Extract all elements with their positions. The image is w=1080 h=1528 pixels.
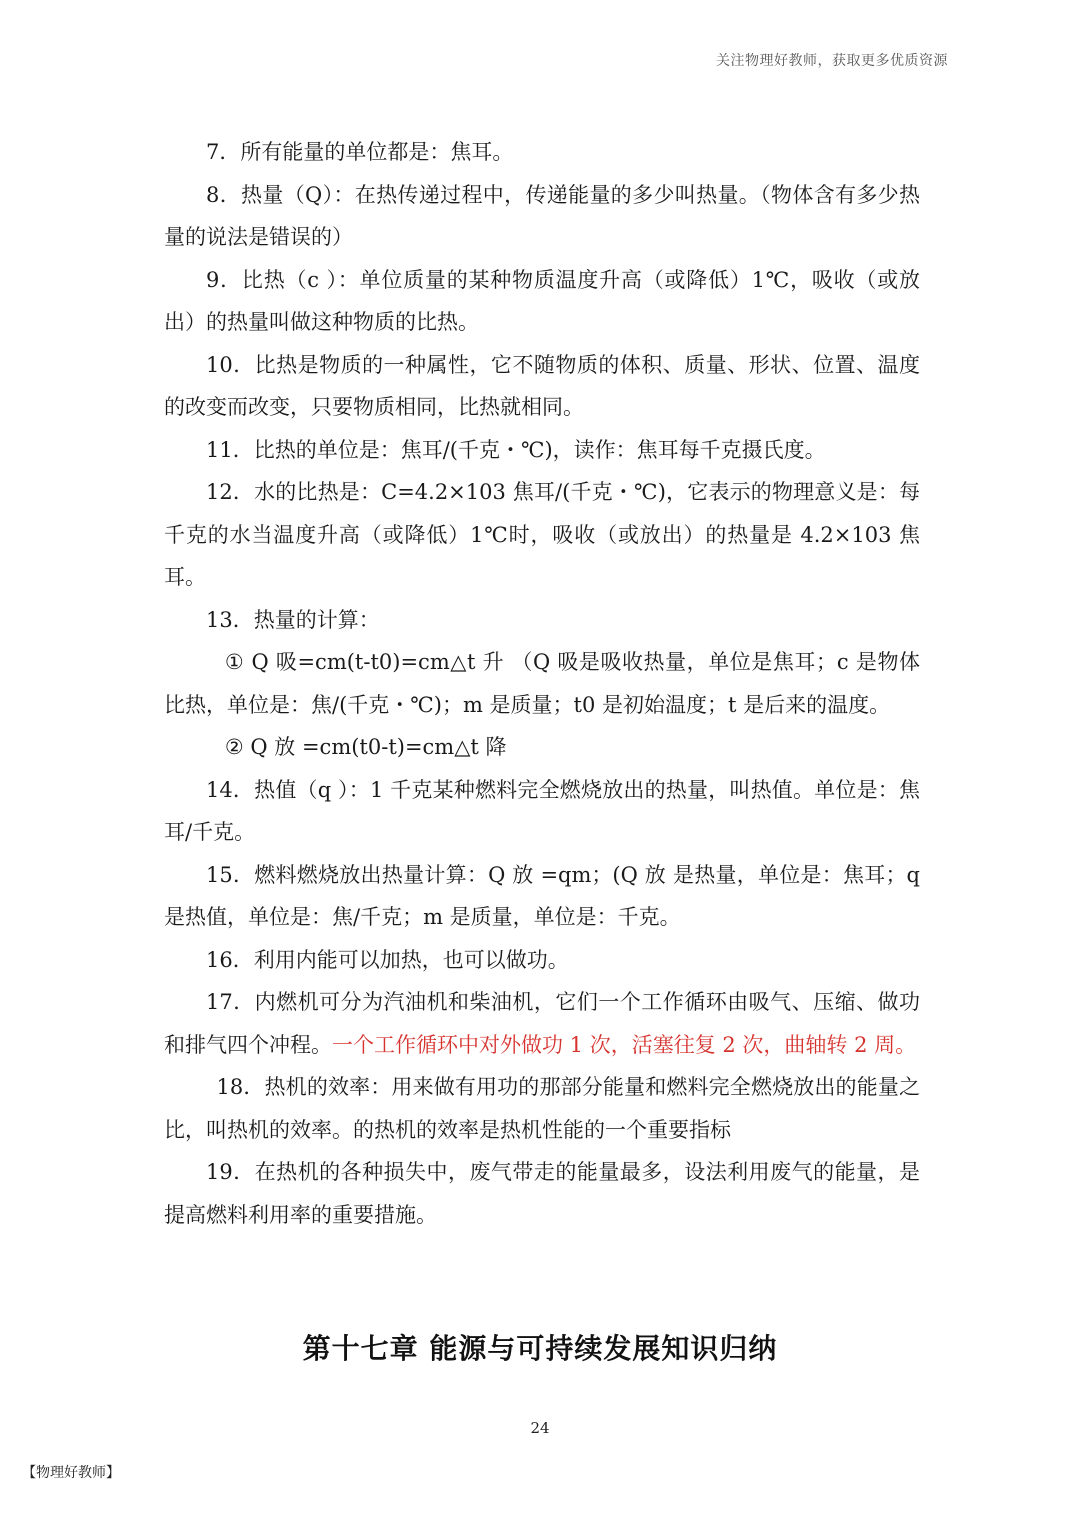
paragraph-19: 19．在热机的各种损失中，废气带走的能量最多，设法利用废气的能量，是提高燃料利用率的重要措施。: [164, 1160, 920, 1227]
page-number: 24: [530, 1419, 550, 1437]
paragraph-17-text: 17．内燃机可分为汽油机和柴油机，它们一个工作循环由吸气、压缩、做功和排气四个冲程。: [164, 990, 920, 1057]
paragraph-18: 18．热机的效率：用来做有用功的那部分能量和燃料完全燃烧放出的能量之比，叫热机的效率。的热机的效率是热机性能的一个重要指标: [164, 1075, 920, 1142]
paragraph-11: 11．比热的单位是：焦耳/(千克・℃)，读作：焦耳每千克摄氏度。: [206, 437, 826, 462]
paragraph-8: 8．热量（Q）：在热传递过程中，传递能量的多少叫热量。（物体含有多少热量的说法是错误的）: [164, 182, 920, 249]
paragraph-14: 14．热值（q ）：1 千克某种燃料完全燃烧放出的热量，叫热值。单位是：焦耳/千克。: [164, 777, 920, 844]
paragraph-12: 12．水的比热是：C=4.2×103 焦耳/(千克・℃)，它表示的物理意义是：每千克的水当温度升高（或降低）1℃时，吸收（或放出）的热量是 4.2×103 焦耳。: [164, 480, 920, 589]
paragraph-9: 9．比热（c ）：单位质量的某种物质温度升高（或降低）1℃，吸收（或放出）的热量叫做这种物质的比热。: [164, 267, 920, 334]
paragraph-17: [164, 981, 920, 1066]
paragraph-10: 10．比热是物质的一种属性，它不随物质的体积、质量、形状、位置、温度的改变而改变，只要物质相同，比热就相同。: [164, 352, 920, 419]
paragraph-15: 15．燃料燃烧放出热量计算：Q 放 =qm；(Q 放 是热量，单位是：焦耳；q 是热值，单位是：焦/千克；m 是质量，单位是：千克。: [164, 862, 920, 929]
paragraph-7: 7．所有能量的单位都是：焦耳。: [206, 140, 514, 164]
paragraph-16: 16．利用内能可以加热，也可以做功。: [206, 947, 569, 972]
paragraph-13-formula-2: ② Q 放 =cm(t0-t)=cm△t 降: [224, 735, 507, 759]
header-note: 关注物理好教师，获取更多优质资源: [716, 53, 948, 69]
chapter-title: 第十七章 能源与可持续发展知识归纳: [302, 1332, 778, 1365]
footer-brand: 【物理好教师】: [22, 1465, 120, 1481]
paragraph-17-highlight: 一个工作循环中对外做功 1 次，活塞往复 2 次，曲轴转 2 周。: [332, 1032, 917, 1057]
paragraph-13-formula-1: ① Q 吸=cm(t-t0)=cm△t 升 （Q 吸是吸收热量，单位是焦耳；c 是物体比热，单位是：焦/(千克・℃)；m 是质量；t0 是初始温度；t 是后来的温度。: [164, 650, 920, 717]
paragraph-13: 13．热量的计算：: [206, 607, 380, 632]
document-body: [164, 131, 920, 1236]
